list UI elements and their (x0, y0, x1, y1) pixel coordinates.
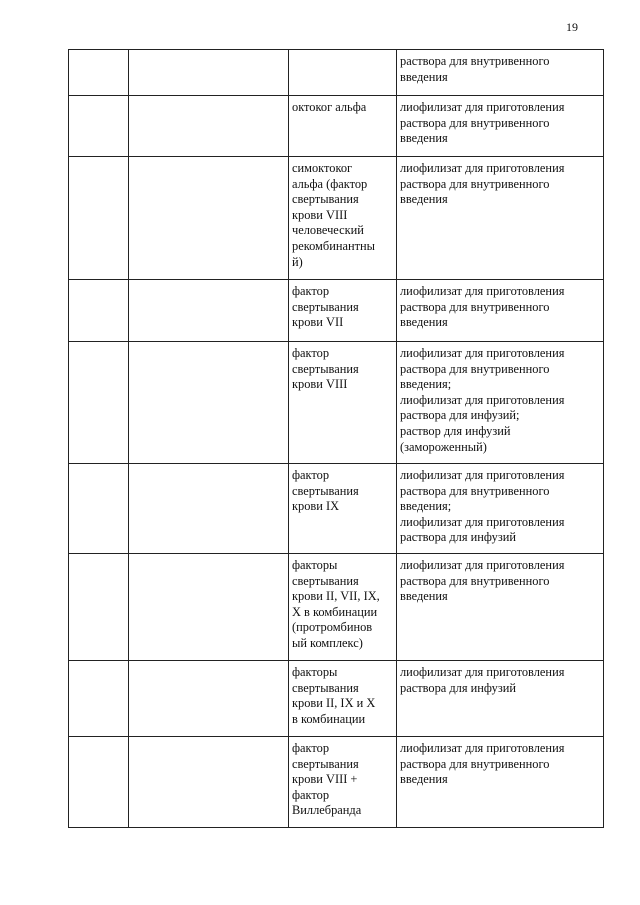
group-cell (129, 50, 289, 96)
substance-cell: фактор свертывания крови VIII (289, 342, 397, 464)
substance-cell: октоког альфа (289, 96, 397, 157)
group-cell (129, 157, 289, 280)
table-row (69, 50, 604, 96)
group-cell (129, 554, 289, 661)
group-cell (129, 464, 289, 554)
code-cell (69, 342, 129, 464)
table-row (69, 280, 604, 342)
dosage-form-cell: лиофилизат для приготовления раствора для внутривенного введения (397, 157, 604, 280)
group-cell (129, 96, 289, 157)
substance-cell: фактор свертывания крови IX (289, 464, 397, 554)
table-row (69, 661, 604, 737)
dosage-form-cell: лиофилизат для приготовления раствора для инфузий (397, 661, 604, 737)
table-row (69, 96, 604, 157)
dosage-form-cell: лиофилизат для приготовления раствора для внутривенного введения; лиофилизат для приготовления раствора для инфузий; раствор для инфузий (замороженный) (397, 342, 604, 464)
group-cell (129, 280, 289, 342)
substance-cell: фактор свертывания крови VII (289, 280, 397, 342)
dosage-form-cell: лиофилизат для приготовления раствора для внутривенного введения (397, 737, 604, 828)
substance-cell: факторы свертывания крови II, IX и X в комбинации (289, 661, 397, 737)
drug-table (68, 49, 604, 828)
dosage-form-cell: лиофилизат для приготовления раствора для внутривенного введения (397, 554, 604, 661)
code-cell (69, 96, 129, 157)
dosage-form-cell: лиофилизат для приготовления раствора для внутривенного введения (397, 96, 604, 157)
group-cell (129, 661, 289, 737)
code-cell (69, 157, 129, 280)
substance-cell: фактор свертывания крови VIII + фактор Виллебранда (289, 737, 397, 828)
code-cell (69, 661, 129, 737)
group-cell (129, 737, 289, 828)
table-row (69, 464, 604, 554)
page-number: 19 (566, 20, 578, 34)
code-cell (69, 554, 129, 661)
dosage-form-cell: лиофилизат для приготовления раствора для внутривенного введения (397, 280, 604, 342)
table-row (69, 157, 604, 280)
table-row (69, 342, 604, 464)
code-cell (69, 464, 129, 554)
dosage-form-cell: лиофилизат для приготовления раствора для внутривенного введения; лиофилизат для приготовления раствора для инфузий (397, 464, 604, 554)
substance-cell: симоктоког альфа (фактор свертывания крови VIII человеческий рекомбинантны й) (289, 157, 397, 280)
table-row (69, 737, 604, 828)
code-cell (69, 280, 129, 342)
substance-cell: факторы свертывания крови II, VII, IX, X в комбинации (протромбинов ый комплекс) (289, 554, 397, 661)
group-cell (129, 342, 289, 464)
code-cell (69, 50, 129, 96)
table-row (69, 554, 604, 661)
code-cell (69, 737, 129, 828)
dosage-form-cell: раствора для внутривенного введения (397, 50, 604, 96)
substance-cell (289, 50, 397, 96)
